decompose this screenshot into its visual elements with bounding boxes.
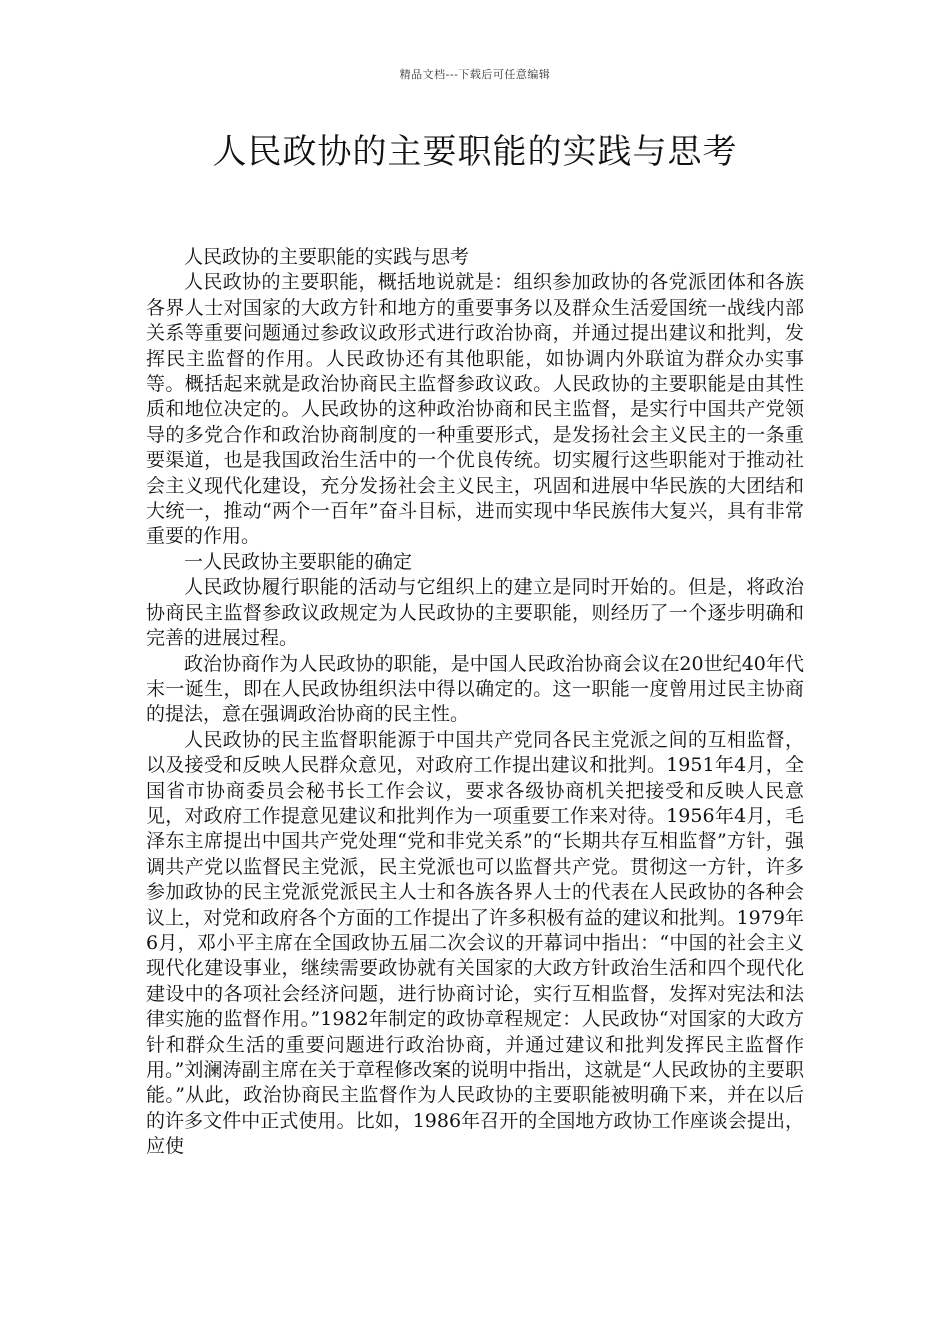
document-title: 人民政协的主要职能的实践与思考 — [212, 132, 738, 172]
body-paragraph: 政治协商作为人民政协的职能，是中国人民政治协商会议在20世纪40年代末一诞生，即在人民政协组织法中得以确定的。这一职能一度曾用过民主协商的提法，意在强调政治协商的民主性。 — [146, 652, 804, 726]
body-paragraph: 人民政协的主要职能的实践与思考 — [184, 246, 470, 268]
header-note: 精品文档---下载后可任意编辑 — [399, 68, 551, 81]
body-paragraph: 人民政协的民主监督职能源于中国共产党同各民主党派之间的互相监督，以及接受和反映人民群众意见，对政府工作提出建议和批判。1951年4月，全国省市协商委员会秘书长工作会议，要求各级协商机关把接受和反映人民意见，对政府工作提意见建议和批判作为一项重要工作来对待。1956年4月，毛泽东主席提出中国共产党处理“党和非党关系”的“长期共存互相监督”方针，强调共产党以监督民主党派，民主党派也可以监督共产党。贯彻这一方针，许多参加政协的民主党派党派民主人士和各族各界人士的代表在人民政协的各种会议上，对党和政府各个方面的工作提出了许多积极有益的建议和批判。1979年6月，邓小平主席在全国政协五届二次会议的开幕词中指出：“中国的社会主义现代化建设事业，继续需要政协就有关国家的大政方针政治生活和四个现代化建设中的各项社会经济问题，进行协商讨论，实行互相监督，发挥对宪法和法律实施的监督作用。”1982年制定的政协章程规定：人民政协“对国家的大政方针和群众生活的重要问题进行政治协商，并通过建议和批判发挥民主监督作用。”刘澜涛副主席在关于章程修改案的说明中指出，这就是“人民政协的主要职能。”从此，政治协商民主监督作为人民政协的主要职能被明确下来，并在以后的许多文件中正式使用。比如，1986年召开的全国地方政协工作座谈会提出，应使 — [146, 728, 804, 1158]
body-paragraph: 人民政协履行职能的活动与它组织上的建立是同时开始的。但是，将政治协商民主监督参政议政规定为人民政协的主要职能，则经历了一个逐步明确和完善的进展过程。 — [146, 576, 804, 650]
document-body — [146, 245, 804, 1160]
body-paragraph: 人民政协的主要职能，概括地说就是：组织参加政协的各党派团体和各族各界人士对国家的大政方针和地方的重要事务以及群众生活爱国统一战线内部关系等重要问题通过参政议政形式进行政治协商，并通过提出建议和批判，发挥民主监督的作用。人民政协还有其他职能，如协调内外联谊为群众办实事等。概括起来就是政治协商民主监督参政议政。人民政协的主要职能是由其性质和地位决定的。人民政协的这种政治协商和民主监督，是实行中国共产党领导的多党合作和政治协商制度的一种重要形式，是发扬社会主义民主的一条重要渠道，也是我国政治生活中的一个优良传统。切实履行这些职能对于推动社会主义现代化建设，充分发扬社会主义民主，巩固和进展中华民族的大团结和大统一，推动“两个一百年”奋斗目标，进而实现中华民族伟大复兴，具有非常重要的作用。 — [146, 271, 804, 548]
section-heading: 一人民政协主要职能的确定 — [184, 550, 413, 573]
